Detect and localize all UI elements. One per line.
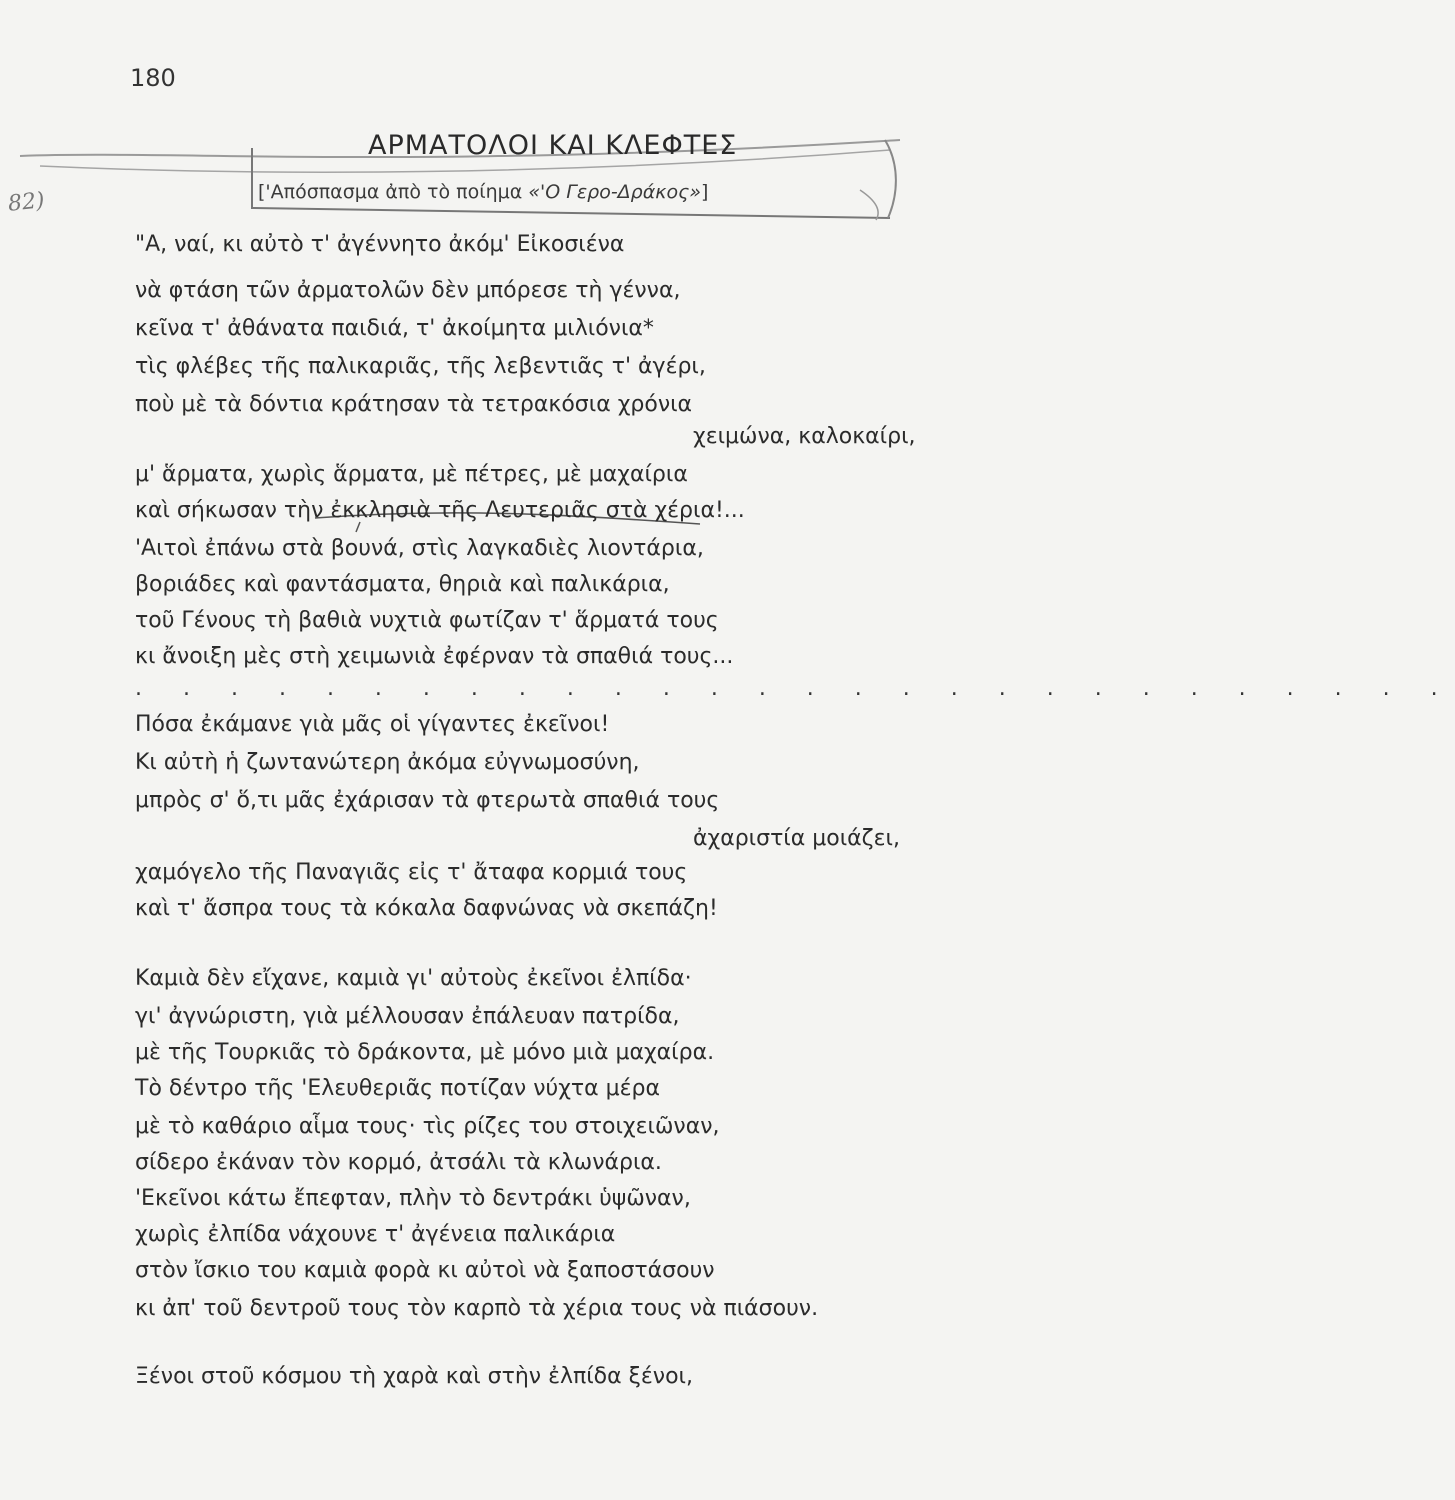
bracket-open: [ xyxy=(258,181,266,203)
page-number: 180 xyxy=(130,64,176,92)
verse-line: μπρὸς σ' ὅ,τι μᾶς ἐχάρισαν τὰ φτερωτὰ σπαθιά τους xyxy=(135,788,720,813)
verse-line: 'Εκεῖνοι κάτω ἔπεφταν, πλὴν τὸ δεντράκι ὑψῶναν, xyxy=(135,1186,691,1211)
verse-line: στὸν ἴσκιο του καμιὰ φορὰ κι αὐτοὶ νὰ ξαποστάσουν xyxy=(135,1258,715,1283)
verse-line: 'Αιτοὶ ἐπάνω στὰ βουνά, στὶς λαγκαδιὲς λιοντάρια, xyxy=(135,536,704,561)
verse-line: Πόσα ἐκάμανε γιὰ μᾶς οἱ γίγαντες ἐκεῖνοι! xyxy=(135,712,610,737)
verse-line: κι ἄνοιξη μὲς στὴ χειμωνιὰ ἐφέρναν τὰ σπαθιά τους... xyxy=(135,644,734,669)
verse-line: καὶ τ' ἄσπρα τους τὰ κόκαλα δαφνώνας νὰ σκεπάζη! xyxy=(135,896,718,921)
verse-line: γι' ἀγνώριστη, γιὰ μέλλουσαν ἐπάλευαν πατρίδα, xyxy=(135,1004,680,1029)
verse-line: τοῦ Γένους τὴ βαθιὰ νυχτιὰ φωτίζαν τ' ἅρματά τους xyxy=(135,608,719,633)
verse-line: κεῖνα τ' ἀθάνατα παιδιά, τ' ἀκοίμητα μιλιόνια* xyxy=(135,316,654,341)
verse-line: μὲ τῆς Τουρκιᾶς τὸ δράκοντα, μὲ μόνο μιὰ μαχαίρα. xyxy=(135,1040,715,1065)
verse-line: κι ἀπ' τοῦ δεντροῦ τους τὸν καρπὸ τὰ χέρια τους νὰ πιάσουν. xyxy=(135,1296,819,1321)
bracket-close: ] xyxy=(700,181,709,203)
verse-line: βοριάδες καὶ φαντάσματα, θηριὰ καὶ παλικάρια, xyxy=(135,572,670,597)
verse-line: μὲ τὸ καθάριο αἷμα τους· τὶς ρίζες του στοιχειῶναν, xyxy=(135,1114,720,1139)
verse-line: καὶ σήκωσαν τὴν ἐκκλησιὰ τῆς Λευτεριᾶς στὰ χέρια!... xyxy=(135,498,745,523)
poem-source-note xyxy=(258,181,708,203)
verse-line: Ξένοι στοῦ κόσμου τὴ χαρὰ καὶ στὴν ἐλπίδα ξένοι, xyxy=(135,1364,693,1389)
verse-line: σίδερο ἐκάναν τὸν κορμό, ἀτσάλι τὰ κλωνάρια. xyxy=(135,1150,662,1175)
verse-line: μ' ἅρματα, χωρὶς ἅρματα, μὲ πέτρες, μὲ μαχαίρια xyxy=(135,462,688,487)
source-poem-title: «'Ο Γερο-Δράκος» xyxy=(528,181,701,203)
verse-line: χωρὶς ἐλπίδα νάχουνε τ' ἀγένεια παλικάρια xyxy=(135,1222,616,1247)
verse-line: Τὸ δέντρο τῆς 'Ελευθεριᾶς ποτίζαν νύχτα μέρα xyxy=(135,1076,661,1101)
verse-line: χειμώνα, καλοκαίρι, xyxy=(693,424,916,449)
ellipsis-dots: . . . . . . . . . . . . . . . . . . . . . . . . . . . . xyxy=(135,676,1455,701)
verse-line: τὶς φλέβες τῆς παλικαριᾶς, τῆς λεβεντιᾶς τ' ἀγέρι, xyxy=(135,354,706,379)
handwritten-margin-note: 82) xyxy=(6,188,46,217)
verse-line: Κι αὐτὴ ἡ ζωντανώτερη ἀκόμα εὐγνωμοσύνη, xyxy=(135,750,640,775)
verse-line: ἀχαριστία μοιάζει, xyxy=(693,826,900,851)
page-title: ΑΡΜΑΤΟΛΟΙ ΚΑΙ ΚΛΕΦΤΕΣ xyxy=(368,130,738,161)
verse-line: ποὺ μὲ τὰ δόντια κράτησαν τὰ τετρακόσια χρόνια xyxy=(135,392,693,417)
verse-line: "Α, ναί, κι αὐτὸ τ' ἀγέννητο ἀκόμ' Εἰκοσιένα xyxy=(135,232,625,257)
source-prefix: 'Απόσπασμα ἀπὸ τὸ ποίημα xyxy=(265,181,529,203)
verse-line: χαμόγελο τῆς Παναγιᾶς εἰς τ' ἄταφα κορμιά τους xyxy=(135,860,688,885)
verse-line: Καμιὰ δὲν εἴχανε, καμιὰ γι' αὐτοὺς ἐκεῖνοι ἐλπίδα· xyxy=(135,966,692,991)
verse-line: νὰ φτάση τῶν ἀρματολῶν δὲν μπόρεσε τὴ γέννα, xyxy=(135,278,681,303)
